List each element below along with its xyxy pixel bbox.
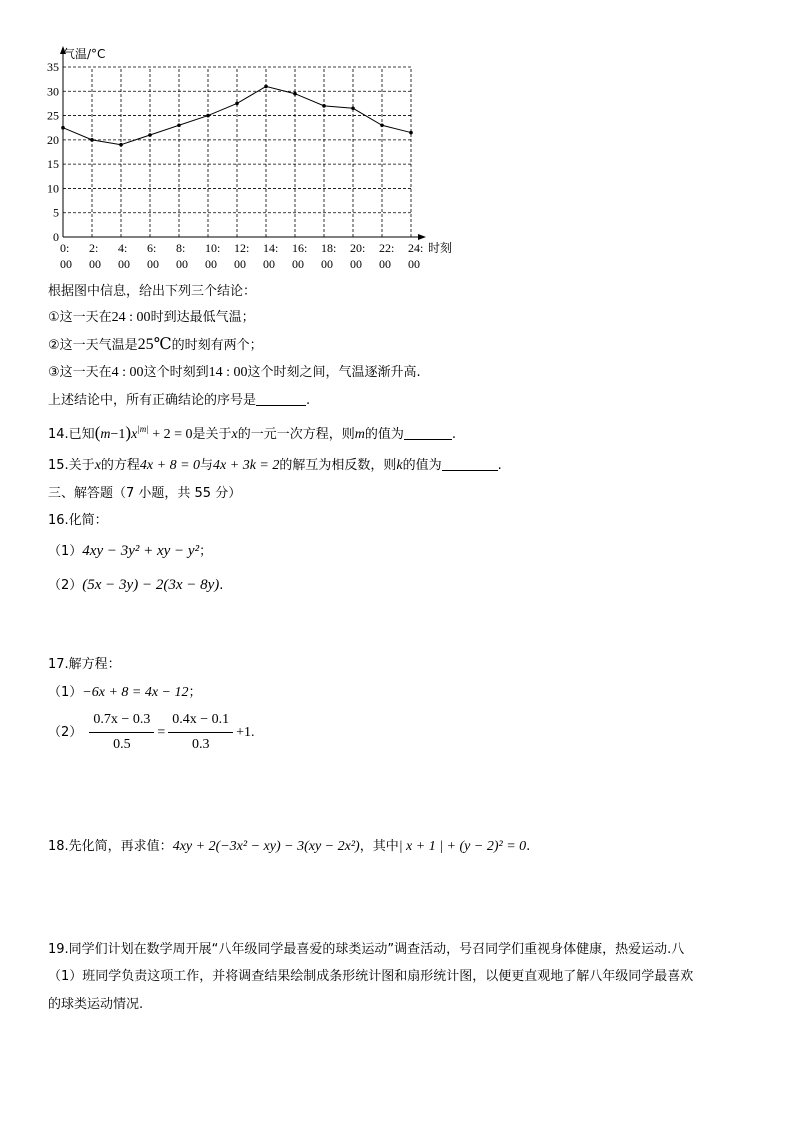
x-tick-label: 00 bbox=[176, 257, 188, 271]
temperature-line-chart bbox=[0, 0, 794, 290]
q17-title: 17.解方程： bbox=[48, 657, 121, 672]
q17-part-2: （2） $\frac{0.7x - 0.3}{0.5}$ = $\frac{0.4x - 0.1}{0.3}$ +1. bbox=[48, 710, 255, 755]
y-tick-label: 15 bbox=[47, 157, 59, 172]
q16-title: 16.化简： bbox=[48, 513, 108, 528]
q14: 14.已知$(m-1)x^{|m|} + 2 = 0$是关于x的一元一次方程，则m的值为 . bbox=[48, 423, 457, 442]
x-tick-label: 4: bbox=[118, 241, 128, 255]
data-point bbox=[264, 85, 268, 89]
x-tick-label: 20: bbox=[350, 241, 366, 255]
data-point bbox=[206, 114, 210, 118]
x-tick-label: 0: bbox=[60, 241, 70, 255]
data-point bbox=[380, 123, 384, 127]
y-tick-label: 35 bbox=[47, 60, 59, 74]
data-point bbox=[351, 106, 355, 110]
q19-line-1: 19.同学们计划在数学周开展“八年级同学最喜爱的球类运动”调查活动，号召同学们重视身体健康，热爱运动.八 bbox=[48, 942, 685, 957]
q16-part-1: （1）4xy − 3y² + xy − y²； bbox=[48, 543, 213, 559]
y-tick-label: 20 bbox=[47, 132, 59, 147]
section-heading: 三、解答题（7 小题，共 55 分） bbox=[48, 486, 242, 501]
q19-line-3: 的球类运动情况. bbox=[48, 997, 144, 1012]
x-tick-label: 00 bbox=[205, 257, 217, 271]
conclusion-mark-3: ③ bbox=[48, 365, 60, 380]
x-tick-label: 00 bbox=[118, 257, 130, 271]
x-tick-label: 24: bbox=[408, 241, 424, 255]
chart-axes bbox=[60, 46, 426, 240]
y-tick-label: 0 bbox=[53, 230, 59, 244]
data-point bbox=[90, 138, 94, 142]
q15: 15.关于x的方程4x + 8 = 0与4x + 3k = 2的解互为相反数，则k的值为 . bbox=[48, 458, 502, 473]
x-axis-label: 时刻 bbox=[428, 241, 453, 255]
q16-part-2: （2）(5x − 3y) − 2(3x − 8y). bbox=[48, 577, 224, 593]
data-point bbox=[235, 102, 239, 106]
x-tick-label: 00 bbox=[147, 257, 159, 271]
x-tick-labels bbox=[60, 241, 423, 271]
x-tick-label: 2: bbox=[89, 241, 99, 255]
q13-question: 上述结论中，所有正确结论的序号是 . bbox=[48, 393, 311, 408]
x-tick-label: 00 bbox=[350, 257, 362, 271]
data-point bbox=[61, 126, 65, 130]
x-tick-label: 22: bbox=[379, 241, 395, 255]
answer-blank[interactable] bbox=[256, 393, 306, 406]
x-axis-arrow bbox=[418, 234, 426, 240]
x-tick-label: 00 bbox=[234, 257, 246, 271]
data-point bbox=[177, 123, 181, 127]
fraction-1: $\frac{0.7x - 0.3}{0.5}$ bbox=[89, 710, 154, 755]
y-tick-label: 25 bbox=[47, 108, 59, 123]
fraction-2: $\frac{0.4x - 0.1}{0.3}$ bbox=[168, 710, 233, 755]
y-tick-label: 5 bbox=[53, 205, 59, 220]
x-tick-label: 00 bbox=[263, 257, 275, 271]
data-point bbox=[119, 143, 123, 147]
x-tick-label: 00 bbox=[408, 257, 420, 271]
y-tick-labels bbox=[47, 60, 59, 244]
x-tick-label: 10: bbox=[205, 241, 221, 255]
x-tick-label: 12: bbox=[234, 241, 250, 255]
chart-grid bbox=[63, 67, 411, 237]
conclusion-mark-1: ① bbox=[48, 310, 60, 325]
q13-conclusion-3: ③这一天在4 : 00这个时刻到14 : 00这个时刻之间，气温逐渐升高. bbox=[48, 365, 421, 380]
data-point bbox=[409, 131, 413, 135]
x-tick-label: 00 bbox=[292, 257, 304, 271]
y-axis-label: 气温/°C bbox=[63, 47, 106, 61]
x-tick-label: 00 bbox=[60, 257, 72, 271]
x-tick-label: 00 bbox=[89, 257, 101, 271]
y-tick-label: 10 bbox=[47, 181, 59, 196]
q19-line-2: （1）班同学负责这项工作，并将调查结果绘制成条形统计图和扇形统计图，以便更直观地了解八年级同学最喜欢 bbox=[48, 969, 694, 984]
x-tick-label: 8: bbox=[176, 241, 186, 255]
q13-intro: 根据图中信息，给出下列三个结论： bbox=[48, 284, 257, 299]
data-point bbox=[322, 104, 326, 108]
answer-blank[interactable] bbox=[442, 458, 498, 471]
x-tick-label: 14: bbox=[263, 241, 279, 255]
q17-part-1: （1）−6x + 8 = 4x − 12； bbox=[48, 685, 202, 700]
x-tick-label: 18: bbox=[321, 241, 337, 255]
q13-conclusion-2: ②这一天气温是25℃的时刻有两个； bbox=[48, 336, 263, 353]
y-tick-label: 30 bbox=[47, 84, 59, 99]
x-tick-label: 16: bbox=[292, 241, 308, 255]
x-tick-label: 00 bbox=[379, 257, 391, 271]
x-tick-label: 00 bbox=[321, 257, 333, 271]
q18: 18.先化简，再求值：4xy + 2(−3x² − xy) − 3(xy − 2x²)，其中| x + 1 | + (y − 2)² = 0. bbox=[48, 839, 531, 854]
x-tick-label: 6: bbox=[147, 241, 157, 255]
data-point bbox=[148, 133, 152, 137]
data-point bbox=[293, 92, 297, 96]
q13-conclusion-1: ①这一天在24 : 00时到达最低气温； bbox=[48, 310, 255, 325]
conclusion-mark-2: ② bbox=[48, 338, 60, 353]
answer-blank[interactable] bbox=[404, 427, 452, 440]
